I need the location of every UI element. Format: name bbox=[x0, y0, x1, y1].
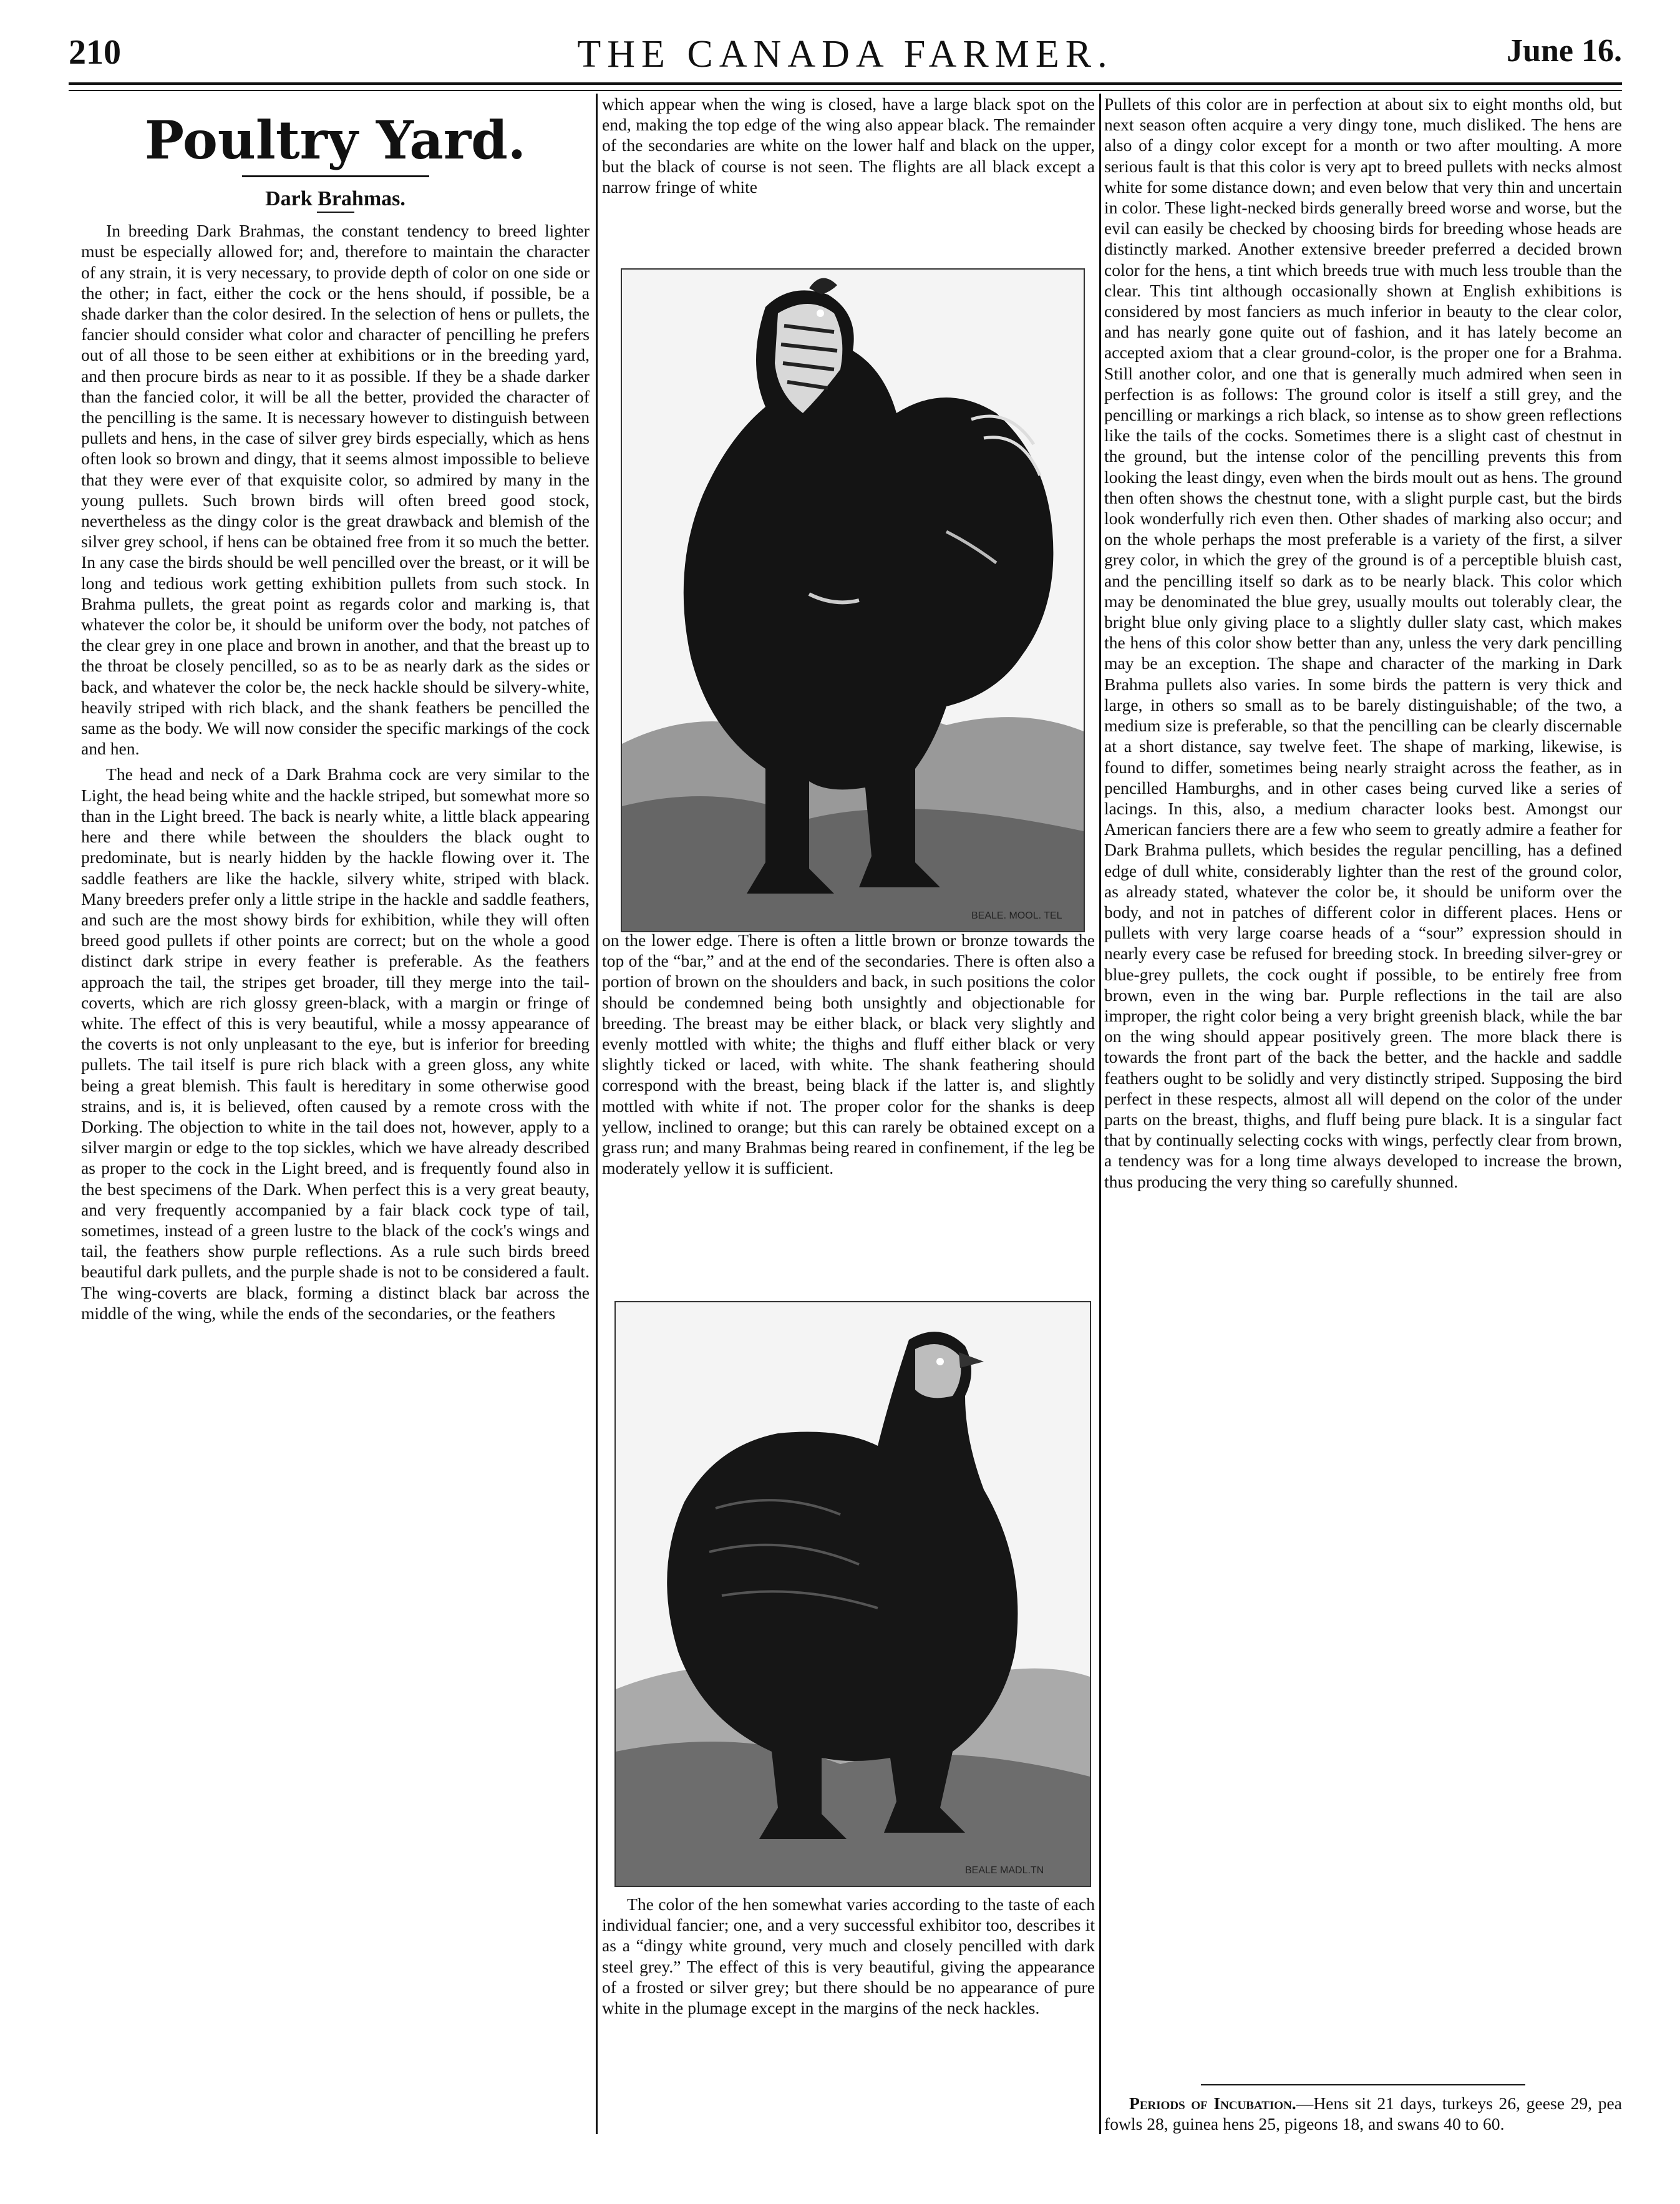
note-paragraph bbox=[1104, 2093, 1622, 2134]
newspaper-title: THE CANADA FARMER. bbox=[577, 33, 1114, 76]
cock-engraver-credit: BEALE. MOOL. TEL bbox=[971, 910, 1062, 921]
dark-brahma-hen-illustration bbox=[614, 1301, 1091, 1887]
article-title: Dark Brahmas. bbox=[265, 187, 405, 210]
header-rule-thin bbox=[69, 90, 1622, 91]
note-label: Periods of Incubation. bbox=[1129, 2094, 1296, 2113]
cock-engraving bbox=[622, 270, 1084, 931]
article-paragraph: Pullets of this color are in perfection at about six to eight months old, but next season often acquire a very dingy tone, much disliked. The hens are also of a dingy color except for a month or two after moulting. A more serious fault is that this color is very apt to breed pullets with necks almost white for some distance down; and even below that very thin and uncertain in color. These light-necked birds generally breed worse and worse, but the evil can easily be checked by choosing birds for breeding whose heads are distinctly marked. Another extensive breeder preferred a decided brown color for the hens, a tint which breeds true with much less trouble than the clear. This tint although occasionally shown at English exhibitions is considered by most fanciers as much inferior in beauty to the clear color, and has nearly gone quite out of fashion, and it has lately become an accepted axiom that a clear ground-color, is the proper one for a Brahma. Still another color, and one that is generally much admired when seen in perfection is as follows: The ground color is itself a still grey, and the pencilling or markings a rich black, so intense as to show green reflections like the tails of the cocks. Sometimes there is a slight cast of chestnut in the ground, but the intense color of the pencilling prevents this from looking the least dingy, even when the birds moult out as hens. The ground then often shows the chestnut tone, with a slight purple cast, but the birds look wonderfully rich even then. Other shades of marking also occur; and on the whole perhaps the most preferable is a variety of the first, a silver grey color, in which the grey of the ground is of a perceptible bluish cast, and the pencilling itself so dark as to be nearly black. This color which may be denominated the blue grey, usually moults out tolerably clear, the bright blue only giving place to a slightly duller slaty cast, which makes the hens of this color show better than any, unless the very dark pencilling may be an exception. The shape and character of the marking in Dark Brahma pullets also varies. In some birds the pattern is very thick and large, in others so small as to be barely distinguishable; of the two, a medium size is preferable, so that the pencilling can be clearly discernable at a short distance, say twelve feet. The shape of marking, likewise, is found to differ, sometimes being nearly straight across the feather, as in pencilled Hamburghs, and in other cases being curved like a series of lacings. In this, also, a medium character looks best. Amongst our American fanciers there are a few who seem to greatly admire a feather for Dark Brahma pullets, which besides the regular pencilling, has a defined edge of dull white, considerably lighter than the rest of the ground color, as already stated, whatever the color be, it should be uniform over the body, and not in patches of different color in different places. Hens or pullets with very large coarse heads of a “sour” expression should in nearly every case be refused for breeding stock. In breeding silver-grey or blue-grey pullets, the cock ought if possible, to be entirely free from brown, even in the wing bar. Purple reflections in the tail are also improper, the right color being a very bright greenish black, while the bar on the wing should appear positively green. The more black there is towards the front part of the back the better, and the hackle and saddle feathers ought to be solidly and very distinctly striped. Supposing the bird perfect in these respects, almost all will depend on the color of the under parts on the breast, thighs, and fluff being pure black. It is a singular fact that by continually selecting cocks with wings, perfectly clear from brown, a tendency was for a long time always developed to increase the brown, thus producing the very thing so carefully shunned. bbox=[1104, 94, 1622, 1191]
column-1 bbox=[81, 103, 590, 1329]
column-divider-1 bbox=[596, 94, 598, 2134]
article-paragraph: The color of the hen somewhat varies according to the taste of each individual fancier; one, and a very successful exhibitor too, describes it as a “dingy white ground, very much and closely pencilled with dark steel grey.” The effect of this is very beautiful, giving the appearance of a frosted or silver grey; but there should be no appearance of pure white in the plumage except in the margins of the neck hackles. bbox=[602, 1894, 1095, 2018]
column-2-bottom bbox=[602, 1894, 1095, 2023]
note-rule bbox=[1201, 2084, 1525, 2085]
masthead bbox=[69, 32, 1622, 89]
incubation-note bbox=[1104, 2084, 1622, 2139]
section-rule bbox=[242, 175, 429, 177]
article-paragraph: on the lower edge. There is often a little brown or bronze towards the top of the “bar,” and at the end of the secondaries. There is often also a portion of brown on the shoulders and back, in such positions the color should be condemned being both unsightly and objectionable for breeding. The breast may be either black, or black very slightly and evenly mottled with white; the thighs and fluff either black or very slightly ticked or laced, with white. The shank feathering should correspond with the breast, being black if the latter is, and slightly mottled with white if not. The proper color for the shanks is deep yellow, inclined to orange; but this can rarely be obtained except on a grass run; and many Brahmas being reared in confinement, if the leg be moderately yellow it is sufficient. bbox=[602, 930, 1095, 1178]
section-title: Poultry Yard. bbox=[144, 109, 527, 171]
hen-engraver-credit: BEALE MADL.TN bbox=[965, 1865, 1044, 1876]
article-paragraph: The head and neck of a Dark Brahma cock are very similar to the Light, the head being white and the hackle striped, but somewhat more so than in the Light breed. The back is nearly white, a little black appearing here and there while between the shoulders the black ought to predominate, but is nearly hidden by the hackle flowing over it. The saddle feathers are like the hackle, silvery white, striped with black. Many breeders prefer only a little stripe in the hackle and saddle feathers, and such are the most showy birds for exhibition, while they will often breed good pullets if other points are correct; but on the whole a good distinct dark stripe in every feather is preferable. As the feathers approach the tail, the stripes get broader, till they merge into the tail-coverts, which are rich glossy green-black, with a margin or fringe of white. The effect of this is very beautiful, while a mossy appearance of the coverts is not only unpleasant to the eye, but is inferior for breeding pullets. The tail itself is pure rich black with a green gloss, any white being a great blemish. This fault is hereditary in some otherwise good strains, and is, it is believed, often caused by a remote cross with the Dorking. The objection to white in the tail does not, however, apply to a silver margin or edge to the top sickles, which we have already described as proper to the cock in the Light breed, and is frequently found also in the best specimens of the Dark. When perfect this is a very great beauty, and very frequently accompanied by a fair black cock type of tail, sometimes, instead of a green lustre to the black of the cock's wings and tail, the feathers show purple reflections. As a rule such birds breed beautiful dark pullets, and the purple shade is not to be considered a fault. The wing-coverts are black, forming a distinct black bar across the middle of the wing, while the ends of the secondaries, or the feathers bbox=[81, 764, 590, 1323]
column-2-middle bbox=[602, 930, 1095, 1183]
column-3 bbox=[1104, 94, 1622, 1197]
page-number: 210 bbox=[69, 33, 121, 72]
header-rule bbox=[69, 82, 1622, 85]
article-paragraph: In breeding Dark Brahmas, the constant tendency to breed lighter must be especially allowed for; and, therefore to maintain the character of any strain, it is very necessary, to provide depth of color on one side or the other; in fact, either the cock or the hens should, if possible, be a shade darker than the color desired. In the selection of hens or pullets, the fancier should consider what color and character of pencilling he prefers out of all those to be seen either at exhibitions or in the breeding yard, and then procure birds as near to it as possible. If they be a shade darker than the fancied color, it will be all the better, provided the character of the pencilling is the same. It is necessary however to distinguish between pullets and hens, in the case of silver grey birds especially, which as hens often look so brown and dingy, that it seems almost impossible to believe that they were ever of that exquisite color, so admired by many in the young pullets. Such brown birds will often breed good stock, nevertheless as the dingy color is the great drawback and blemish of the silver grey school, if hens can be obtained free from it so much the better. In any case the birds should be well pencilled over the breast, or it will be long and tedious work getting exhibition pullets from such stock. In Brahma pullets, the great point as regards color and marking is, that whatever the color be, it should be uniform over the body, not patches of the clear grey in one place and brown in another, and that the breast up to the throat be closely pencilled, so as to be as nearly dark as the sides or back, and whatever the color be, the neck hackle should be silvery-white, heavily striped with rich black, and the shank feathers be pencilled the same as the body. We will now consider the specific markings of the cock and hen. bbox=[81, 221, 590, 759]
column-2-top bbox=[602, 94, 1095, 202]
hen-engraving bbox=[616, 1302, 1090, 1886]
column-divider-2 bbox=[1099, 94, 1101, 2134]
issue-date: June 16. bbox=[1507, 33, 1622, 69]
note-text: —Hens sit 21 days, turkeys 26, geese 29, pea fowls 28, guinea hens 25, pigeons 18, and swans 40 to 60. bbox=[1104, 2094, 1623, 2134]
article-paragraph: which appear when the wing is closed, have a large black spot on the end, making the top edge of the wing also appear black. The remainder of the secondaries are white on the lower half and black on the upper, but the black of course is not seen. The flights are all black except a narrow fringe of white bbox=[602, 94, 1095, 197]
dark-brahma-cock-illustration bbox=[621, 268, 1085, 932]
title-rule bbox=[317, 212, 354, 213]
